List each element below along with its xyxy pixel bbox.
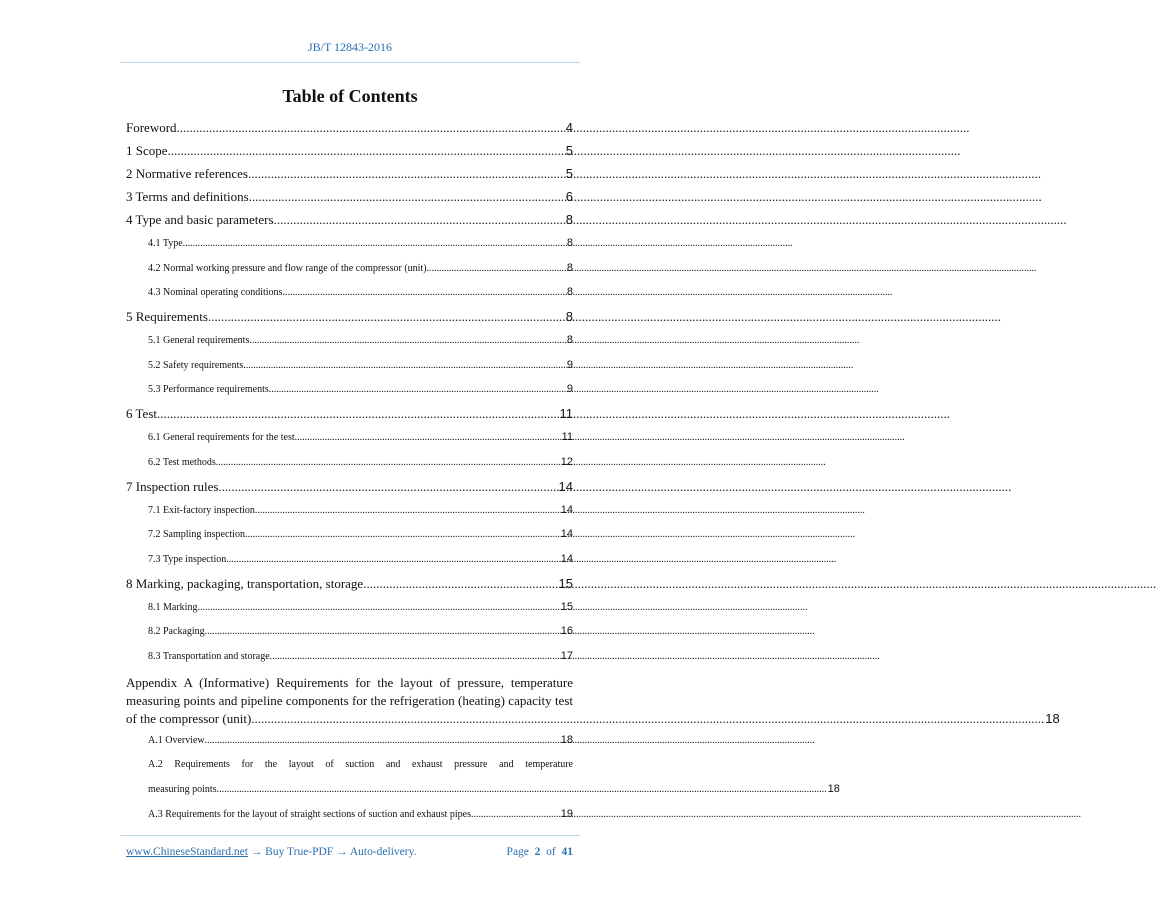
site-link[interactable]: www.ChineseStandard.net (126, 846, 248, 858)
toc-entry-a-2[interactable]: A.2 Requirements for the layout of suction and exhaust pressure and temperature measuring points ..... 18 (126, 752, 573, 802)
toc-entry-7-2[interactable]: 7.2 Sampling inspection ..... 14 (126, 522, 573, 547)
header-divider (120, 62, 580, 63)
toc-entry-7-3[interactable]: 7.3 Type inspection ..... 14 (126, 547, 573, 572)
footer-divider (120, 835, 580, 836)
toc-entry-a-1[interactable]: A.1 Overview ..... 18 (126, 728, 573, 753)
page-indicator: Page 2 of 41 (506, 846, 573, 858)
toc-page-number: 16 (560, 625, 573, 638)
toc-page-number: 8 (566, 237, 573, 249)
toc-entry-8-3[interactable]: 8.3 Transportation and storage ..... 17 (126, 644, 573, 669)
table-of-contents (126, 116, 1060, 827)
toc-entry-6-2[interactable]: 6.2 Test methods ..... 12 (126, 450, 573, 475)
toc-page-number: 14 (558, 478, 573, 494)
toc-page-number: 5 (565, 143, 573, 158)
toc-entry-8-1[interactable]: 8.1 Marking ..... 15 (126, 595, 573, 620)
footer-promo: → Buy True-PDF → Auto-delivery. (247, 846, 417, 858)
toc-page-number: 15 (560, 600, 573, 613)
toc-page-number: 9 (566, 383, 573, 396)
toc-entry-normative-references[interactable]: 2 Normative references ..... 5 (126, 162, 573, 185)
toc-entry-4-2[interactable]: 4.2 Normal working pressure and flow range of the compressor (unit) ..... 8 (126, 256, 573, 281)
toc-entry-inspection-rules[interactable]: 7 Inspection rules ..... 14 (126, 475, 573, 498)
toc-page-number: 8 (566, 286, 573, 299)
toc-page-number: 14 (560, 503, 573, 516)
toc-page-number: 19 (560, 808, 573, 821)
toc-entry-4-1[interactable]: 4.1 Type ..... 8 (126, 231, 573, 256)
toc-page-number: 12 (560, 455, 573, 468)
toc-entry-terms[interactable]: 3 Terms and definitions ..... 6 (126, 185, 573, 208)
toc-entry-test[interactable]: 6 Test ..... 11 (126, 402, 573, 425)
toc-page-number: 5 (565, 166, 573, 181)
toc-page-number: 8 (566, 334, 573, 347)
toc-page-number: 15 (558, 575, 573, 591)
toc-page-number: 11 (559, 406, 573, 422)
toc-page-number: 8 (566, 261, 573, 274)
toc-entry-8-2[interactable]: 8.2 Packaging ..... 16 (126, 619, 573, 644)
toc-page-number: 17 (560, 649, 573, 662)
toc-entry-7-1[interactable]: 7.1 Exit-factory inspection ..... 14 (126, 498, 573, 523)
toc-entry-foreword[interactable]: Foreword ..... 4 (126, 116, 573, 139)
toc-page-number: 18 (827, 783, 840, 796)
toc-page-number: 11 (561, 431, 573, 444)
page-title: Table of Contents (282, 86, 418, 106)
current-page: 2 (534, 846, 541, 858)
toc-page-number: 18 (1045, 710, 1060, 726)
toc-entry-5-1[interactable]: 5.1 General requirements ..... 8 (126, 328, 573, 353)
toc-entry-5-2[interactable]: 5.2 Safety requirements ..... 9 (126, 353, 573, 378)
toc-entry-4-3[interactable]: 4.3 Nominal operating conditions ..... 8 (126, 280, 573, 305)
toc-page-number: 18 (560, 733, 573, 746)
toc-entry-a-3[interactable]: A.3 Requirements for the layout of straight sections of suction and exhaust pipes ..... 19 (126, 802, 573, 827)
toc-page-number: 4 (565, 120, 573, 135)
toc-entry-5-3[interactable]: 5.3 Performance requirements ..... 9 (126, 377, 573, 402)
toc-entry-6-1[interactable]: 6.1 General requirements for the test ..... 11 (126, 425, 573, 450)
toc-entry-appendix-a[interactable]: Appendix A (Informative) Requirements for the layout of pressure, temperature measuring points and pipeline components for the refrigeration (heating) capacity test of the compressor (unit) ..... 18 (126, 674, 573, 728)
toc-page-number: 9 (566, 358, 573, 371)
toc-entry-marking[interactable]: 8 Marking, packaging, transportation, storage ..... 15 (126, 572, 573, 595)
toc-page-number: 14 (560, 552, 573, 565)
toc-page-number: 8 (565, 212, 573, 227)
toc-entry-type-parameters[interactable]: 4 Type and basic parameters ..... 8 (126, 208, 573, 231)
total-pages: 41 (561, 846, 573, 858)
toc-page-number: 14 (560, 528, 573, 541)
toc-entry-scope[interactable]: 1 Scope ..... 5 (126, 139, 573, 162)
toc-entry-requirements[interactable]: 5 Requirements ..... 8 (126, 305, 573, 328)
toc-page-number: 6 (565, 189, 573, 204)
toc-page-number: 8 (565, 309, 573, 325)
document-id-header: JB/T 12843-2016 (307, 40, 393, 54)
